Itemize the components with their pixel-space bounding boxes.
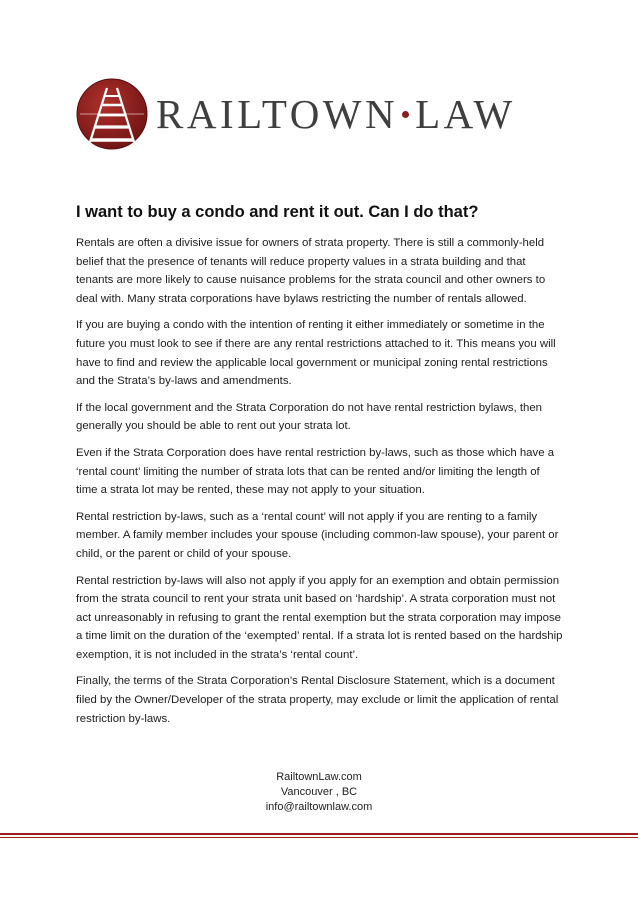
article-paragraph: If the local government and the Strata Corporation do not have rental restriction bylaws, then generally you should be able to rent out your strata lot. bbox=[76, 401, 543, 433]
page-footer bbox=[0, 770, 638, 815]
railroad-track-circle-icon bbox=[76, 78, 148, 150]
article-paragraph: Rental restriction by-laws, such as a ‘rental count’ will not apply if you are renting to a family member. A family member includes your spouse (including common-law spouse), your parent or child, or the parent or child of your spouse. bbox=[76, 510, 559, 560]
article-paragraph: Finally, the terms of the Strata Corporation’s Rental Disclosure Statement, which is a document filed by the Owner/Developer of the strata property, may exclude or limit the application of rental restriction by-laws. bbox=[76, 675, 559, 725]
logo-wordmark-law: LAW bbox=[415, 90, 516, 137]
article-body bbox=[76, 203, 564, 736]
logo-wordmark-railtown: RAILTOWN bbox=[156, 90, 399, 137]
railtown-law-logo bbox=[76, 78, 516, 150]
article-paragraph: If you are buying a condo with the intention of renting it either immediately or sometime in the future you must look to see if there are any rental restrictions attached to it. This means you will have to find and review the applicable local government or municipal zoning rental restrictions and the Strata’s by-laws and amendments. bbox=[76, 319, 556, 388]
article-paragraph: Rentals are often a divisive issue for owners of strata property. There is still a commonly-held belief that the presence of tenants will reduce property values in a strata building and that tenants are more likely to cause nuisance problems for the strata council and other owners to deal with. Many strata corporations have bylaws restricting the number of rentals allowed. bbox=[76, 237, 546, 305]
footer-location: Vancouver , BC bbox=[280, 786, 358, 798]
article-paragraph: Even if the Strata Corporation does have rental restriction by-laws, such as those which have a ‘rental count’ limiting the number of strata lots that can be rented and/or limiting the length of time a strata lot may be rented, these may not apply to your situation. bbox=[76, 446, 555, 497]
footer-rule-thick bbox=[0, 833, 638, 835]
footer-email: info@railtownlaw.com bbox=[265, 801, 373, 813]
footer-rule-thin bbox=[0, 837, 638, 838]
logo-separator-dot bbox=[402, 111, 409, 118]
article-paragraph: Rental restriction by-laws will also not apply if you apply for an exemption and obtain permission from the strata council to rent your strata unit based on ‘hardship’. A strata corporation must not act unreasonably in refusing to grant the rental exemption but the strata corporation may impose a time limit on the duration of the ‘exempted’ rental. If a strata lot is rented based on the hardship exemption, it is not included in the strata’s ‘rental count’. bbox=[76, 574, 563, 661]
footer-website: RailtownLaw.com bbox=[276, 771, 362, 783]
logo-wordmark bbox=[156, 90, 516, 137]
article-title: I want to buy a condo and rent it out. Can I do that? bbox=[76, 203, 479, 221]
